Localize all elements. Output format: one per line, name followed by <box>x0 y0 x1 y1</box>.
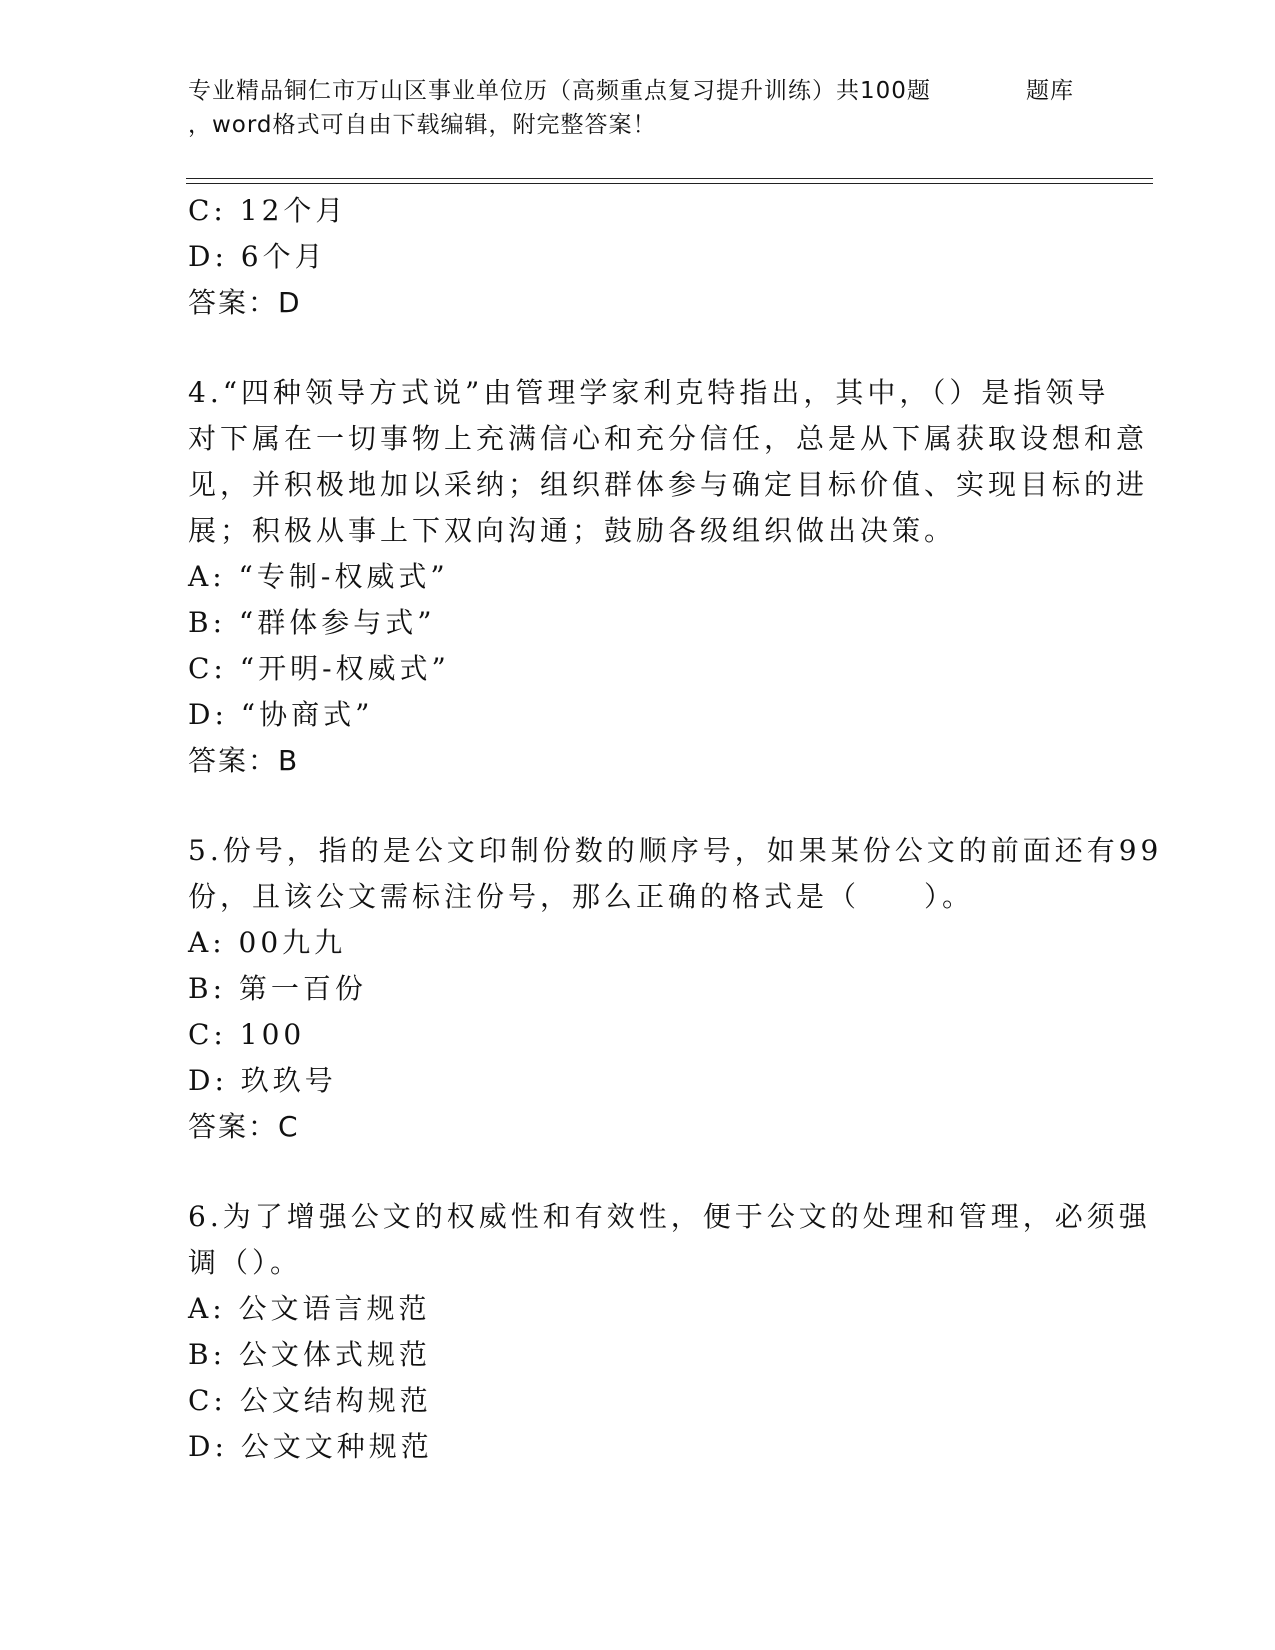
question-4 <box>188 370 1149 784</box>
question-stem-line: 展；积极从事上下双向沟通；鼓励各级组织做出决策。 <box>188 514 957 547</box>
question-6 <box>188 1194 1151 1470</box>
question-stem-line: 调（）。 <box>188 1246 303 1279</box>
option-b: B: 公文体式规范 <box>188 1338 431 1371</box>
question-3-tail <box>188 188 1068 326</box>
header-rule-bottom <box>186 183 1153 184</box>
option-d: D: 公文文种规范 <box>188 1430 433 1463</box>
spacer <box>188 326 1068 370</box>
option-c: C: 100 <box>188 1018 306 1051</box>
header-rule-top <box>186 178 1153 179</box>
option-a: A: 00九九 <box>188 926 347 959</box>
option-d: D: 玖玖号 <box>188 1064 337 1097</box>
spacer <box>188 1150 1068 1194</box>
option-d: D: “协商式” <box>188 698 374 731</box>
answer: 答案：D <box>188 286 302 319</box>
document-body <box>188 188 1163 1470</box>
header-title-line-1: 专业精品铜仁市万山区事业单位历（高频重点复习提升训练）共100题 <box>188 78 931 104</box>
option-d: D: 6个月 <box>188 240 327 273</box>
document-header <box>188 74 1088 142</box>
spacer <box>188 784 1068 828</box>
header-tag: 题库 <box>1026 78 1074 104</box>
question-stem-line: 6.为了增强公文的权威性和有效性，便于公文的处理和管理，必须强 <box>188 1200 1151 1233</box>
answer: 答案：B <box>188 744 300 777</box>
option-a: A: “专制-权威式” <box>188 560 449 593</box>
option-c: C: 12个月 <box>188 194 348 227</box>
header-title-line-2: ，word格式可自由下载编辑，附完整答案！ <box>188 112 657 138</box>
option-b: B: 第一百份 <box>188 972 367 1005</box>
question-5 <box>188 828 1163 1150</box>
option-b: B: “群体参与式” <box>188 606 436 639</box>
option-a: A: 公文语言规范 <box>188 1292 431 1325</box>
question-stem-line: 见，并积极地加以采纳；组织群体参与确定目标价值、实现目标的进 <box>188 468 1149 501</box>
question-stem-line: 对下属在一切事物上充满信心和充分信任，总是从下属获取设想和意 <box>188 422 1149 455</box>
answer: 答案：C <box>188 1110 300 1143</box>
question-stem-line: 5.份号，指的是公文印制份数的顺序号，如果某份公文的前面还有99 <box>188 834 1163 867</box>
question-stem-line: 份，且该公文需标注份号，那么正确的格式是（ ）。 <box>188 880 975 913</box>
question-stem-line: 4.“四种领导方式说”由管理学家利克特指出，其中，（）是指领导 <box>188 376 1110 409</box>
option-c: C: “开明-权威式” <box>188 652 450 685</box>
option-c: C: 公文结构规范 <box>188 1384 432 1417</box>
